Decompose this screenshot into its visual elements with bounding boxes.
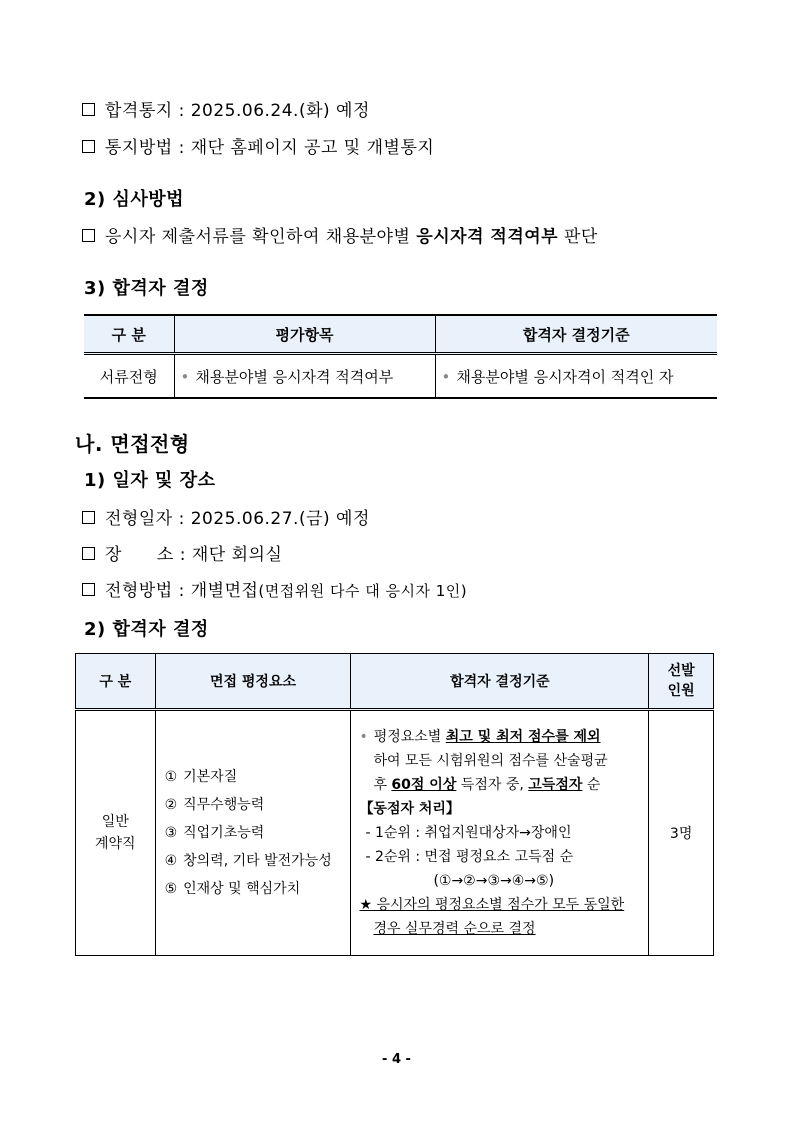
tie-title: 【동점자 처리】	[359, 801, 460, 817]
header-eval-item: 평가항목	[174, 315, 435, 354]
page-number: - 4 -	[382, 1052, 411, 1067]
decision2-heading: 2) 합격자 결정	[84, 619, 209, 640]
checkbox-square-icon	[82, 547, 95, 560]
checkbox-square-icon	[82, 140, 95, 153]
document-screening-table	[84, 314, 717, 399]
tie-rule-2: - 2순위 : 면접 평정요소 고득점 순	[365, 849, 574, 865]
interview-title: 나. 면접전형	[75, 432, 190, 456]
announce-method-line: 통지방법 : 재단 홈페이지 공고 및 개별통지	[82, 133, 434, 158]
row-category: 일반 계약직	[76, 710, 156, 956]
star-icon: ★	[359, 897, 372, 913]
criteria-line-3: 후 60점 이상 득점자 중, 고득점자 순	[373, 777, 601, 793]
decision1-heading: 3) 합격자 결정	[84, 278, 209, 299]
list-item: ③ 직업기초능력	[164, 825, 265, 841]
bullet-dot-icon: •	[359, 729, 368, 745]
tie-order: (①→②→③→④→⑤)	[433, 873, 555, 889]
schedule-heading: 1) 일자 및 장소	[84, 470, 216, 491]
eval-elements-cell	[155, 710, 351, 956]
note-line-1: ★ 응시자의 평정요소별 점수가 모두 동일한	[359, 897, 625, 913]
interview-table	[75, 653, 714, 956]
bullet-dot-icon: •	[441, 367, 451, 386]
eval-elements-list	[157, 763, 350, 903]
row-count: 3명	[649, 710, 714, 956]
header-criteria: 합격자 결정기준	[351, 654, 649, 710]
list-item: ⑤ 인재상 및 핵심가치	[164, 881, 301, 897]
table-row	[76, 710, 714, 956]
interview-date-line: 전형일자 : 2025.06.27.(금) 예정	[82, 504, 370, 529]
interview-place-line: 장 소 : 재단 회의실	[82, 540, 282, 565]
interview-method-line: 전형방법 : 개별면접(면접위원 다수 대 응시자 1인)	[82, 576, 467, 601]
checkbox-square-icon	[82, 229, 95, 242]
header-category: 구 분	[76, 654, 156, 710]
header-count: 선발 인원	[649, 654, 714, 710]
criteria-line-1: • 평정요소별 최고 및 최저 점수를 제외	[359, 729, 601, 745]
header-category: 구 분	[84, 315, 174, 354]
checkbox-square-icon	[82, 103, 95, 116]
checkbox-square-icon	[82, 511, 95, 524]
announce-date-line: 합격통지 : 2025.06.24.(화) 예정	[82, 96, 370, 121]
header-eval-elements: 면접 평정요소	[155, 654, 351, 710]
checkbox-square-icon	[82, 583, 95, 596]
row-criteria: • 채용분야별 응시자격이 적격인 자	[435, 354, 717, 399]
list-item: ④ 창의력, 기타 발전가능성	[164, 853, 332, 869]
bullet-dot-icon: •	[180, 367, 190, 386]
header-criteria: 합격자 결정기준	[435, 315, 717, 354]
criteria-cell	[351, 710, 649, 956]
row-category: 서류전형	[84, 354, 174, 399]
note-line-2: 경우 실무경력 순으로 결정	[373, 921, 536, 937]
review-heading: 2) 심사방법	[84, 189, 185, 210]
list-item: ② 직무수행능력	[164, 797, 265, 813]
tie-rule-1: - 1순위 : 취업지원대상자→장애인	[365, 825, 572, 841]
row-eval-item: • 채용분야별 응시자격 적격여부	[174, 354, 435, 399]
criteria-line-2: 하여 모든 시험위원의 점수를 산술평균	[373, 753, 608, 769]
list-item: ① 기본자질	[164, 769, 238, 785]
table-row	[84, 354, 717, 399]
review-text-line: 응시자 제출서류를 확인하여 채용분야별 응시자격 적격여부 판단	[82, 222, 598, 247]
